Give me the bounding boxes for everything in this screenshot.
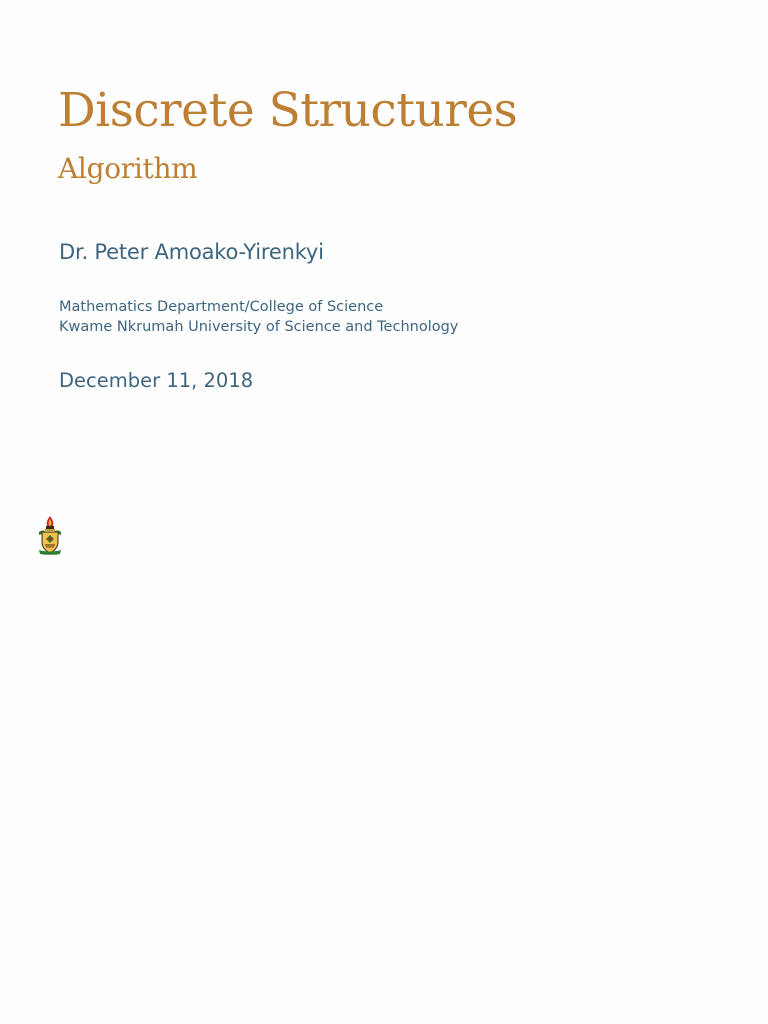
author-name: Dr. Peter Amoako-Yirenkyi [59, 240, 324, 264]
presentation-date: December 11, 2018 [59, 369, 254, 392]
institute-block [59, 297, 458, 337]
institute-university: Kwame Nkrumah University of Science and Technology [59, 319, 459, 335]
institute-department: Mathematics Department/College of Science [59, 299, 384, 315]
slide-subtitle: Algorithm [58, 152, 198, 185]
slide-title: Discrete Structures [58, 83, 518, 138]
university-crest-icon [36, 514, 64, 556]
